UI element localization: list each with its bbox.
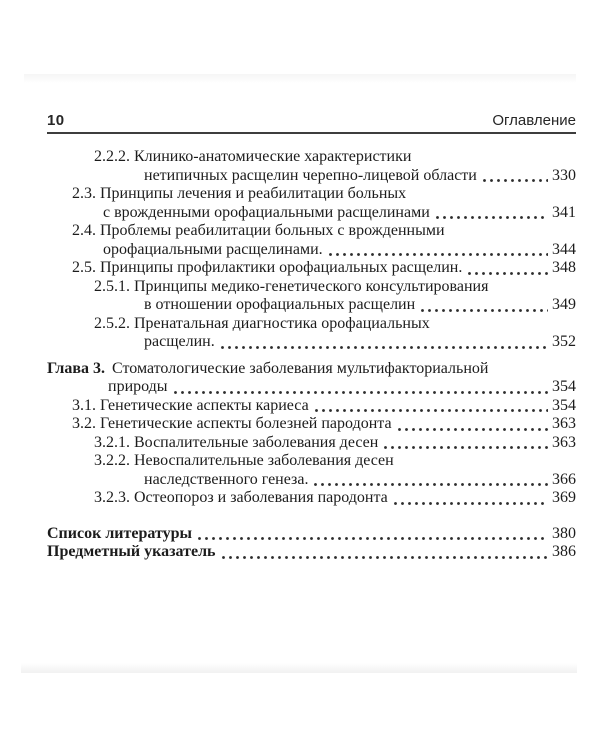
toc-entry-text: 2.5.2. Пренатальная диагностика орофациальных (94, 314, 430, 332)
toc-entry-text: 3.1. Генетические аспекты кариеса (72, 396, 309, 414)
toc-entry-text: 3.2. Генетические аспекты болезней пародонта (72, 415, 392, 432)
page-photo-edge-bottom (21, 663, 577, 673)
toc-entry-text: 2.4. Проблемы реабилитации больных с врожденными (72, 222, 445, 239)
toc-line (144, 333, 576, 352)
toc-line (72, 185, 576, 204)
dot-leader (174, 391, 548, 394)
dot-leader (222, 556, 548, 559)
toc-page-number: 352 (552, 333, 576, 350)
toc-entry-text: природы (108, 378, 168, 395)
toc-page-number: 354 (552, 396, 576, 414)
toc-line (144, 471, 576, 490)
running-header (47, 112, 576, 134)
toc-line (94, 452, 576, 471)
toc-entry-text: 2.3. Принципы лечения и реабилитации больных (72, 185, 407, 202)
toc-entry-text: в отношении орофациальных расщелин (144, 296, 416, 313)
toc-line (103, 241, 576, 260)
toc-page-number: 380 (552, 524, 576, 542)
toc-line (94, 434, 576, 453)
toc-line-chapter (47, 360, 576, 379)
toc-line (103, 204, 576, 223)
toc-entry-text: 2.5.1. Принципы медико-генетического консультирования (94, 277, 489, 295)
dot-leader (221, 346, 548, 349)
toc-entry-text: с врожденными орофациальными расщелинами (103, 203, 430, 221)
toc-line (72, 259, 576, 278)
dot-leader (329, 253, 548, 256)
dot-leader (315, 409, 548, 412)
toc-page-number: 354 (552, 378, 576, 395)
page-number-header: 10 (47, 112, 65, 129)
toc-page-number: 363 (552, 415, 576, 432)
toc-page-number: 366 (552, 470, 576, 488)
toc-entry-text: нетипичных расщелин черепно-лицевой области (144, 166, 477, 184)
dot-leader (421, 309, 548, 312)
dot-leader (314, 483, 548, 486)
toc-entry-text: расщелин. (144, 333, 215, 350)
toc-page-number: 369 (552, 489, 576, 506)
toc-entry-text: Список литературы (47, 524, 192, 542)
toc-page-number: 349 (552, 296, 576, 313)
toc-entry-text: Предметный указатель (47, 543, 216, 560)
toc-line (144, 167, 576, 186)
toc-line (72, 415, 576, 434)
toc-line (72, 397, 576, 416)
toc-line (94, 278, 576, 297)
dot-leader (483, 179, 548, 182)
dot-leader (436, 216, 548, 219)
toc-entry-text: Стоматологические заболевания мультифакториальной (112, 359, 489, 377)
toc-page-number: 344 (552, 240, 576, 258)
chapter-label: Глава 3. (47, 359, 105, 377)
dot-leader (468, 272, 548, 275)
toc-page-number: 330 (552, 166, 576, 184)
toc-line (108, 378, 576, 397)
page-photo-edge-top (24, 74, 576, 83)
toc-line (94, 489, 576, 508)
running-title: Оглавление (492, 112, 576, 129)
toc-page-number: 363 (552, 433, 576, 451)
dot-leader (398, 428, 548, 431)
dot-leader (394, 502, 548, 505)
toc-line (94, 315, 576, 334)
page-content (47, 112, 576, 562)
dot-leader (384, 446, 548, 449)
toc-line (144, 296, 576, 315)
toc-page-number: 341 (552, 203, 576, 221)
toc-line-subject-index (47, 543, 576, 562)
toc-page-number: 348 (552, 259, 576, 276)
toc-entry-text: орофациальными расщелинами. (103, 240, 323, 258)
toc-page-number: 386 (552, 543, 576, 560)
dot-leader (198, 537, 548, 540)
toc-entry-text: 3.2.3. Остеопороз и заболевания пародонта (94, 489, 388, 506)
toc-entry-text: 2.5. Принципы профилактики орофациальных расщелин. (72, 259, 463, 276)
toc-line (94, 148, 576, 167)
table-of-contents (47, 148, 576, 562)
toc-line-references (47, 525, 576, 544)
toc-entry-text: 3.2.2. Невоспалительные заболевания десен (94, 452, 394, 469)
toc-entry-text: 2.2.2. Клинико-анатомические характеристики (94, 148, 412, 165)
toc-entry-text: 3.2.1. Воспалительные заболевания десен (94, 433, 379, 451)
toc-entry-text: наследственного генеза. (144, 470, 309, 488)
toc-line (72, 222, 576, 241)
